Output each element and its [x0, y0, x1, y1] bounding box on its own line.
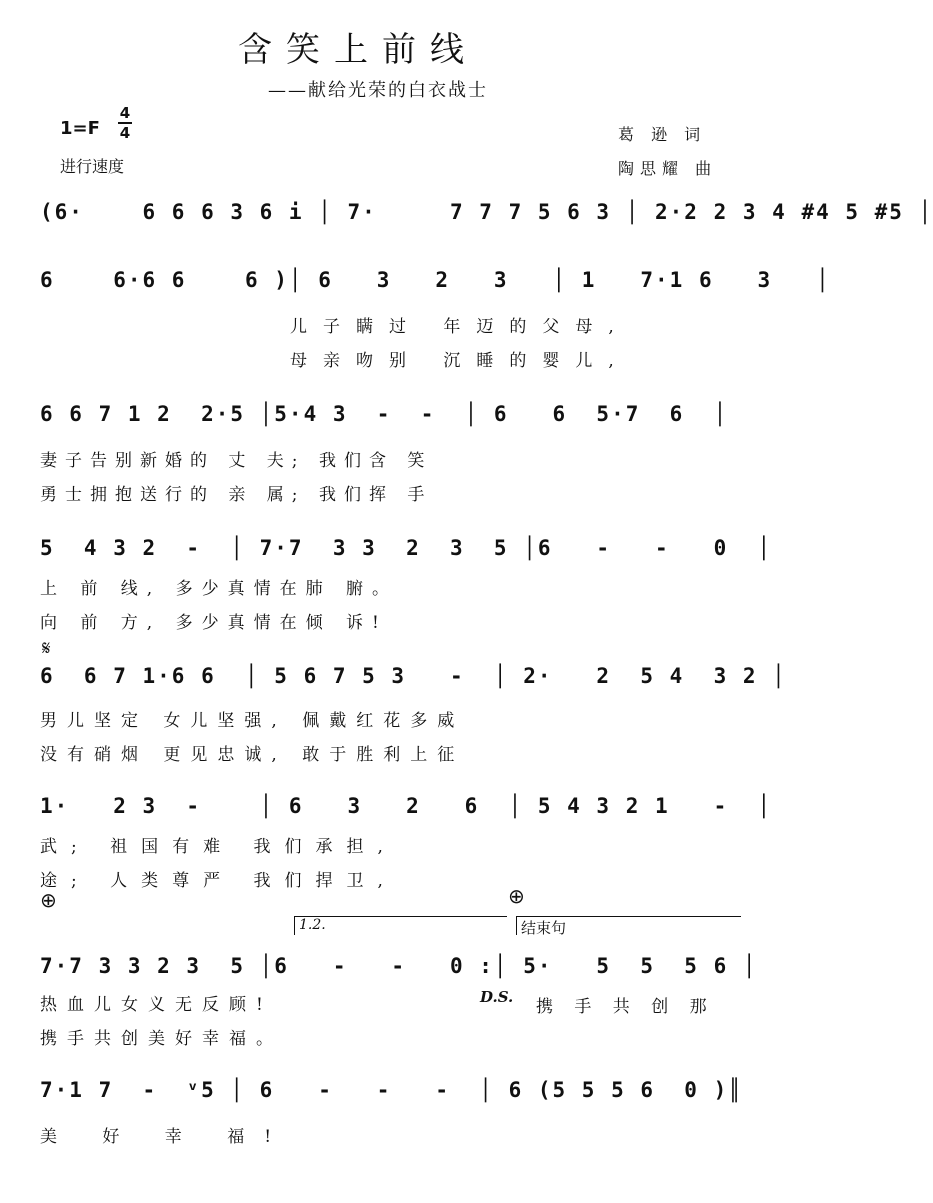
system-5-notes: 6 6 7 1·6 6 │ 5 6 7 5 3 - │ 2· 2 5 4 3 2 │	[40, 664, 787, 688]
meter-bottom: 4	[119, 124, 131, 142]
coda-sign-start: ⊕	[40, 888, 57, 912]
system-7-lyrics-verse2: 携手共创美好幸福。	[40, 1029, 283, 1049]
ending-bracket: 结束句	[516, 916, 741, 935]
system-5-lyrics-verse1: 男儿坚定 女儿坚强, 佩戴红花多威	[40, 711, 465, 731]
system-5-lyrics-verse2: 没有硝烟 更见忠诚, 敢于胜利上征	[40, 745, 465, 765]
system-4-notes: 5 4 3 2 - │ 7·7 3 3 2 3 5 │6 - - 0 │	[40, 536, 773, 560]
system-3-lyrics-verse2: 勇士拥抱送行的 亲 属; 我们挥 手	[40, 485, 433, 505]
system-1-notes: (6· 6 6 6 3 6 i │ 7· 7 7 7 5 6 3 │ 2·2 2 3 4 #4 5 #5 │	[40, 200, 933, 224]
time-signature	[118, 104, 132, 142]
song-title: 含笑上前线	[238, 30, 478, 70]
system-6-lyrics-verse1: 武; 祖国有难 我们承担,	[40, 837, 397, 857]
system-4-lyrics-verse2: 向 前 方, 多少真情在倾 诉!	[40, 613, 388, 633]
system-6-lyrics-verse2: 途; 人类尊严 我们捍卫,	[40, 871, 397, 891]
volta-bracket: 1.2.	[294, 916, 507, 935]
song-subtitle: ——献给光荣的白衣战士	[268, 80, 488, 101]
key-signature: 1=F	[60, 118, 100, 139]
system-6-notes: 1· 2 3 - │ 6 3 2 6 │ 5 4 3 2 1 - │	[40, 794, 773, 818]
coda-sign-end: ⊕	[508, 884, 525, 908]
system-8-notes: 7·1 7 - ᵛ5 │ 6 - - - │ 6 (5 5 5 6 0 )║	[40, 1078, 743, 1102]
system-2-notes: 6 6·6 6 6 )│ 6 3 2 3 │ 1 7·1 6 3 │	[40, 268, 831, 292]
system-4-lyrics-verse1: 上 前 线, 多少真情在肺 腑。	[40, 579, 399, 599]
system-7-notes: 7·7 3 3 2 3 5 │6 - - 0 :│ 5· 5 5 5 6 │	[40, 954, 758, 978]
tempo-marking: 进行速度	[60, 157, 125, 176]
system-7-lyrics-ending: 携 手 共 创 那	[536, 997, 715, 1017]
segno-sign: 𝄋	[42, 636, 51, 660]
lyricist-credit: 葛 逊 词	[618, 125, 707, 144]
system-2-lyrics-verse2: 母亲吻别 沉睡的婴儿,	[290, 351, 630, 371]
meter-top: 4	[119, 104, 131, 122]
ds-marking: D.S.	[480, 988, 514, 1006]
system-7-lyrics-verse1: 热血儿女义无反顾!	[40, 995, 273, 1015]
system-8-lyrics: 美 好 幸 福!	[40, 1127, 292, 1147]
system-2-lyrics-verse1: 儿子瞒过 年迈的父母,	[290, 317, 630, 337]
composer-credit: 陶思耀 曲	[618, 159, 718, 178]
system-3-notes: 6 6 7 1 2 2·5 │5·4 3 - - │ 6 6 5·7 6 │	[40, 402, 729, 426]
system-3-lyrics-verse1: 妻子告别新婚的 丈 夫; 我们含 笑	[40, 451, 433, 471]
